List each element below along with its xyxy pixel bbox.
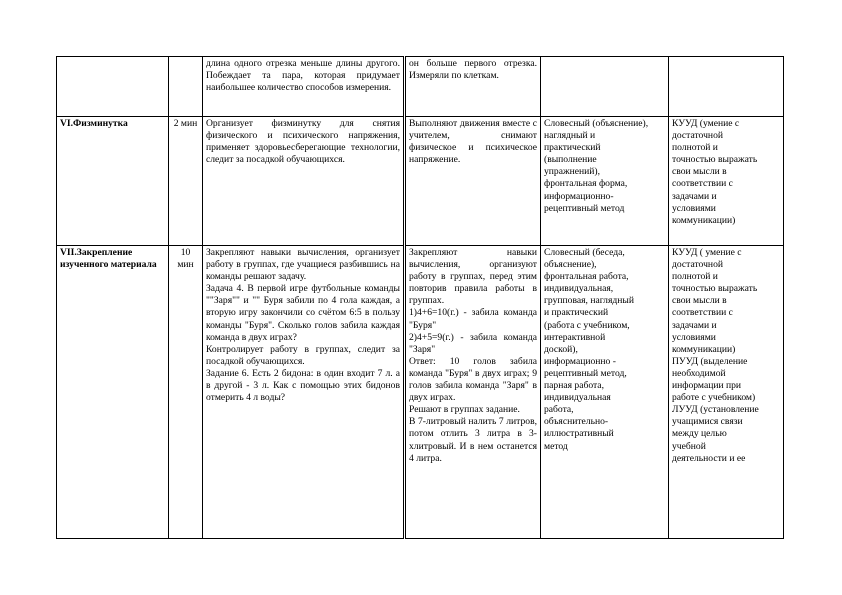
teacher-text: Задача 4. В первой игре футбольные команды ""Заря"" и "" Буря забили по 4 гола каждая, а вторую игру закончили со счётом 6:5 в пользу команды "Буря". Сколько голов забила каждая команда в двух играх? [206, 283, 400, 343]
uud-cell [669, 57, 784, 117]
uud-line: коммуникации) [672, 343, 736, 355]
uud-line: полнотой и [672, 142, 718, 154]
methods-line: рецептивный метод [544, 202, 625, 214]
methods-line: доской), [544, 343, 578, 355]
uud-line: ПУУД (выделение [672, 355, 748, 367]
uud-line: условиями [672, 331, 716, 343]
uud-line: деятельности и ее [672, 452, 746, 464]
teacher-activity-cell [203, 57, 405, 117]
uud-cell [669, 117, 784, 246]
uud-line: точностью выражать [672, 154, 758, 166]
methods-line: интерактивной [544, 331, 606, 343]
methods-line: иллюстративный [544, 428, 614, 440]
uud-line: ЛУУД (установление [672, 404, 759, 416]
time-cell: 10 мин [169, 246, 203, 539]
methods-line: объяснительно- [544, 416, 609, 428]
teacher-text: Организует физминутку для снятия физического и психического напряжения, применяет здоровьесберегающие технологии, следит за посадкой обучающихся. [206, 118, 400, 166]
teacher-activity-cell [203, 246, 405, 539]
methods-line: объяснение), [544, 259, 597, 271]
uud-line: условиями [672, 202, 716, 214]
uud-line: задачами и [672, 319, 717, 331]
table-row [57, 246, 784, 539]
uud-line: между целью [672, 428, 727, 440]
methods-line: (выполнение [544, 154, 597, 166]
methods-line: и практический [544, 307, 609, 319]
methods-line: групповая, наглядный [544, 295, 634, 307]
methods-line: метод [544, 440, 568, 452]
methods-line: Словесный (объяснение), [544, 118, 649, 129]
uud-line: учащимися связи [672, 416, 743, 428]
methods-line: рецептивный метод, [544, 367, 627, 379]
stage-cell: VII.Закрепление изученного материала [57, 246, 169, 539]
student-text: В 7-литровый налить 7 литров, потом отлить 3 литра в 3-хлитровый. И в нем останется 4 литра. [409, 416, 537, 464]
student-activity-cell [405, 117, 541, 246]
table-row [57, 117, 784, 246]
methods-line: информационно- [544, 190, 614, 202]
methods-line: информационно - [544, 355, 616, 367]
methods-line: упражнений), [544, 166, 601, 178]
methods-line: наглядный и [544, 130, 596, 142]
student-text: 1)4+6=10(г.) - забила команда "Буря" [409, 307, 537, 331]
lesson-plan-table [56, 56, 784, 539]
uud-line: точностью выражать [672, 283, 758, 295]
stage-cell [57, 57, 169, 117]
teacher-text: Закрепляют навыки вычисления, организует работу в группах, где учащиеся разбившись на команды решают задачу. [206, 247, 400, 283]
teacher-activity-cell [203, 117, 405, 246]
stage-cell: VI.Физминутка [57, 117, 169, 246]
student-text: Решают в группах задание. [409, 404, 520, 416]
uud-line: КУУД ( умение с [672, 247, 742, 258]
teacher-text: Задание 6. Есть 2 бидона: в один входит 7 л. а в другой - 3 л. Как с помощью этих бидонов отмерить 4 л воды? [206, 367, 400, 404]
methods-line: индивидуальная [544, 392, 611, 404]
methods-cell [541, 57, 669, 117]
methods-line: фронтальная форма, [544, 178, 628, 190]
uud-line: работе с учебником) [672, 392, 756, 404]
student-text: Закрепляют навыки вычисления, организуют работу в группах, перед этим повторив правила работы в группах. [409, 247, 537, 307]
student-activity-cell [405, 246, 541, 539]
student-text: 2)4+5=9(г.) - забила команда "Заря" [409, 331, 537, 355]
uud-line: свои мысли в [672, 166, 727, 178]
uud-line: соответствии с [672, 178, 733, 190]
methods-line: (работа с учебником, [544, 319, 630, 331]
time-cell [169, 57, 203, 117]
student-activity-cell [405, 57, 541, 117]
methods-line: индивидуальная, [544, 283, 614, 295]
uud-line: свои мысли в [672, 295, 727, 307]
methods-line: Словесный (беседа, [544, 247, 625, 258]
methods-line: парная работа, [544, 380, 604, 392]
time-cell: 2 мин [169, 117, 203, 246]
uud-line: коммуникации) [672, 214, 736, 226]
uud-line: задачами и [672, 190, 717, 202]
methods-line: фронтальная работа, [544, 271, 629, 283]
uud-line: КУУД (умение с [672, 118, 740, 129]
uud-line: достаточной [672, 130, 723, 142]
uud-line: соответствии с [672, 307, 733, 319]
table-row [57, 57, 784, 117]
teacher-text: длина одного отрезка меньше длины другого. Побеждает та пара, которая придумает наибольшее количество способов измерения. [206, 58, 400, 94]
uud-line: информации при [672, 380, 742, 392]
uud-cell [669, 246, 784, 539]
teacher-text: Контролирует работу в группах, следит за посадкой обучающихся. [206, 343, 400, 367]
uud-line: учебной [672, 440, 706, 452]
uud-line: достаточной [672, 259, 723, 271]
methods-cell [541, 117, 669, 246]
uud-line: полнотой и [672, 271, 718, 283]
methods-cell [541, 246, 669, 539]
student-text: он больше первого отрезка. Измеряли по клеткам. [409, 58, 537, 82]
student-text: Выполняют движения вместе с учителем, снимают физическое и психическое напряжение. [409, 118, 537, 166]
uud-line: необходимой [672, 367, 726, 379]
student-text: Ответ: 10 голов забила команда "Буря" в двух играх; 9 голов забила команда "Заря" в двух играх. [409, 355, 537, 404]
methods-line: работа, [544, 404, 574, 416]
methods-line: практический [544, 142, 601, 154]
